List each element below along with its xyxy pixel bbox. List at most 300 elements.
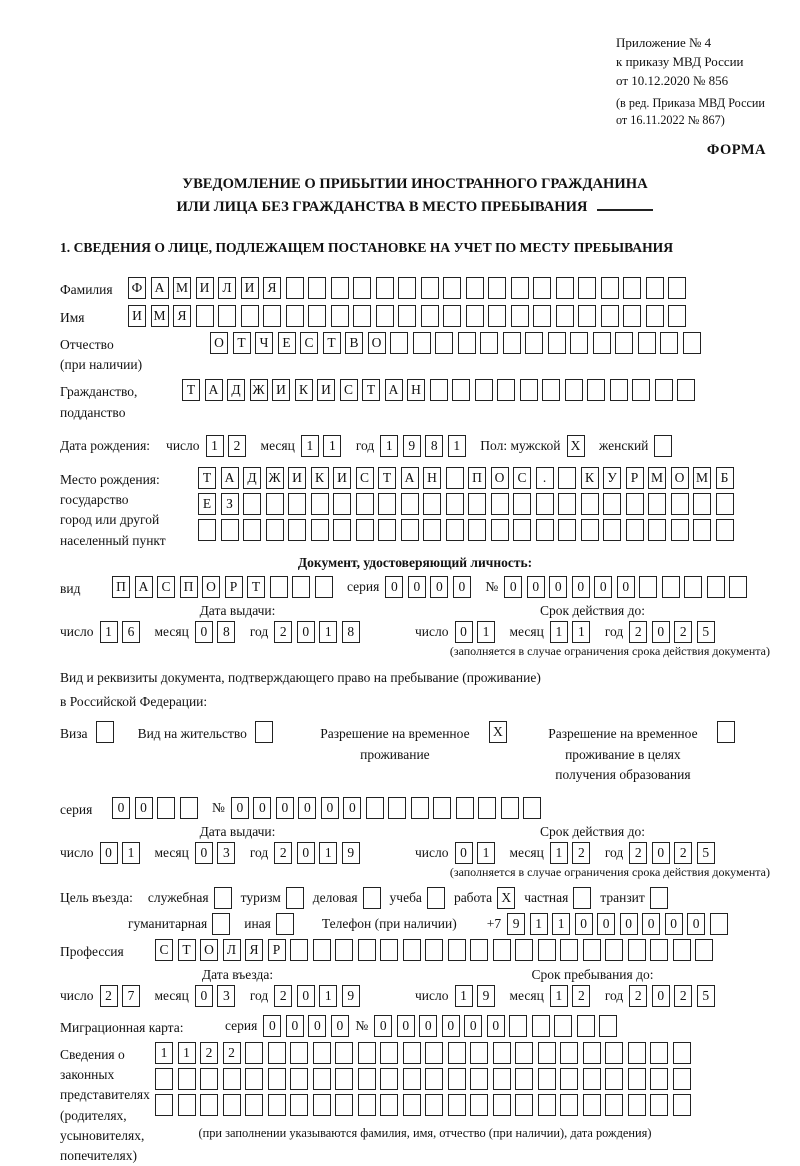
char-box[interactable]	[554, 1015, 572, 1037]
char-box[interactable]: С	[340, 379, 358, 401]
char-box[interactable]: 5	[697, 621, 715, 643]
char-box[interactable]: 1	[319, 621, 337, 643]
char-box[interactable]: 9	[342, 985, 360, 1007]
char-box[interactable]: .	[536, 467, 554, 489]
char-box[interactable]: 1	[550, 985, 568, 1007]
char-box[interactable]: 2	[200, 1042, 218, 1064]
char-box[interactable]	[290, 1042, 308, 1064]
char-box[interactable]	[583, 1094, 601, 1116]
representatives-row3-boxes[interactable]	[155, 1094, 695, 1116]
char-box[interactable]: 0	[343, 797, 361, 819]
char-box[interactable]: 1	[530, 913, 548, 935]
char-box[interactable]	[366, 797, 384, 819]
char-box[interactable]	[605, 939, 623, 961]
char-box[interactable]: И	[272, 379, 290, 401]
char-box[interactable]: 2	[629, 842, 647, 864]
char-box[interactable]	[605, 1068, 623, 1090]
char-box[interactable]: 1	[178, 1042, 196, 1064]
char-box[interactable]	[581, 493, 599, 515]
char-box[interactable]	[196, 305, 214, 327]
char-box[interactable]	[538, 1042, 556, 1064]
char-box[interactable]: 1	[477, 621, 495, 643]
char-box[interactable]	[358, 1042, 376, 1064]
char-box[interactable]	[478, 797, 496, 819]
char-box[interactable]	[523, 797, 541, 819]
char-box[interactable]	[668, 305, 686, 327]
residence-expiry-year-boxes[interactable]	[629, 842, 719, 864]
char-box[interactable]	[707, 576, 725, 598]
char-box[interactable]	[729, 576, 747, 598]
char-box[interactable]: Д	[227, 379, 245, 401]
char-box[interactable]	[286, 305, 304, 327]
char-box[interactable]: 0	[594, 576, 612, 598]
char-box[interactable]: В	[345, 332, 363, 354]
char-box[interactable]	[200, 1094, 218, 1116]
char-box[interactable]	[358, 1068, 376, 1090]
char-box[interactable]	[403, 1068, 421, 1090]
char-box[interactable]: С	[300, 332, 318, 354]
char-box[interactable]	[223, 1094, 241, 1116]
char-box[interactable]: Я	[263, 277, 281, 299]
entry-year-boxes[interactable]	[274, 985, 364, 1007]
char-box[interactable]	[533, 277, 551, 299]
char-box[interactable]: 1	[572, 621, 590, 643]
char-box[interactable]	[413, 332, 431, 354]
char-box[interactable]	[683, 332, 701, 354]
entry-month-boxes[interactable]	[195, 985, 240, 1007]
char-box[interactable]	[403, 1042, 421, 1064]
char-box[interactable]	[266, 493, 284, 515]
char-box[interactable]	[660, 332, 678, 354]
char-box[interactable]: Я	[245, 939, 263, 961]
profession-boxes[interactable]	[155, 939, 718, 961]
char-box[interactable]	[380, 1094, 398, 1116]
char-box[interactable]	[458, 332, 476, 354]
char-box[interactable]	[538, 939, 556, 961]
char-box[interactable]	[378, 493, 396, 515]
char-box[interactable]	[491, 519, 509, 541]
char-box[interactable]	[558, 467, 576, 489]
char-box[interactable]	[411, 797, 429, 819]
char-box[interactable]	[548, 332, 566, 354]
char-box[interactable]: 1	[319, 842, 337, 864]
char-box[interactable]	[448, 1042, 466, 1064]
char-box[interactable]	[497, 379, 515, 401]
char-box[interactable]: К	[295, 379, 313, 401]
char-box[interactable]: 9	[477, 985, 495, 1007]
char-box[interactable]: 0	[195, 842, 213, 864]
char-box[interactable]	[650, 1094, 668, 1116]
char-box[interactable]: 1	[550, 621, 568, 643]
char-box[interactable]	[358, 1094, 376, 1116]
char-box[interactable]	[331, 277, 349, 299]
char-box[interactable]: 0	[572, 576, 590, 598]
char-box[interactable]: 0	[331, 1015, 349, 1037]
char-box[interactable]	[200, 1068, 218, 1090]
char-box[interactable]: Т	[323, 332, 341, 354]
char-box[interactable]	[470, 1068, 488, 1090]
char-box[interactable]: 0	[419, 1015, 437, 1037]
char-box[interactable]: Е	[278, 332, 296, 354]
char-box[interactable]: 0	[321, 797, 339, 819]
char-box[interactable]	[578, 305, 596, 327]
char-box[interactable]	[603, 519, 621, 541]
char-box[interactable]: Ж	[266, 467, 284, 489]
char-box[interactable]: 1	[477, 842, 495, 864]
char-box[interactable]	[388, 797, 406, 819]
char-box[interactable]	[677, 379, 695, 401]
purpose-private-checkbox[interactable]	[573, 887, 591, 909]
residence-doc-number-boxes[interactable]	[231, 797, 546, 819]
char-box[interactable]	[648, 519, 666, 541]
purpose-business-trip-checkbox[interactable]	[214, 887, 232, 909]
citizenship-boxes[interactable]	[182, 379, 700, 401]
char-box[interactable]	[403, 939, 421, 961]
char-box[interactable]: 0	[297, 985, 315, 1007]
char-box[interactable]	[716, 519, 734, 541]
char-box[interactable]: 7	[122, 985, 140, 1007]
purpose-tourism-checkbox[interactable]	[286, 887, 304, 909]
char-box[interactable]	[335, 939, 353, 961]
char-box[interactable]: 3	[217, 842, 235, 864]
char-box[interactable]: Я	[173, 305, 191, 327]
char-box[interactable]: А	[221, 467, 239, 489]
stay-month-boxes[interactable]	[550, 985, 595, 1007]
char-box[interactable]	[308, 277, 326, 299]
char-box[interactable]	[313, 1068, 331, 1090]
char-box[interactable]	[693, 493, 711, 515]
char-box[interactable]: 1	[155, 1042, 173, 1064]
char-box[interactable]: И	[128, 305, 146, 327]
char-box[interactable]: Ж	[250, 379, 268, 401]
char-box[interactable]	[433, 797, 451, 819]
char-box[interactable]: 8	[217, 621, 235, 643]
char-box[interactable]	[491, 493, 509, 515]
residence-issue-month-boxes[interactable]	[195, 842, 240, 864]
identity-doc-type-boxes[interactable]	[112, 576, 337, 598]
char-box[interactable]: 0	[374, 1015, 392, 1037]
char-box[interactable]: 0	[549, 576, 567, 598]
char-box[interactable]	[650, 939, 668, 961]
char-box[interactable]	[470, 1042, 488, 1064]
char-box[interactable]: Д	[243, 467, 261, 489]
char-box[interactable]	[290, 1068, 308, 1090]
char-box[interactable]	[615, 332, 633, 354]
char-box[interactable]	[538, 1068, 556, 1090]
char-box[interactable]: 1	[100, 621, 118, 643]
char-box[interactable]: 9	[403, 435, 421, 457]
char-box[interactable]	[583, 1068, 601, 1090]
char-box[interactable]	[671, 493, 689, 515]
char-box[interactable]: 0	[430, 576, 448, 598]
migration-number-boxes[interactable]	[374, 1015, 622, 1037]
char-box[interactable]: 0	[276, 797, 294, 819]
temp-residence-checkbox[interactable]: X	[489, 721, 507, 743]
char-box[interactable]: 2	[274, 842, 292, 864]
char-box[interactable]	[263, 305, 281, 327]
char-box[interactable]: 0	[135, 797, 153, 819]
char-box[interactable]: 0	[385, 576, 403, 598]
char-box[interactable]: Р	[268, 939, 286, 961]
char-box[interactable]	[245, 1094, 263, 1116]
char-box[interactable]: 9	[342, 842, 360, 864]
char-box[interactable]	[578, 277, 596, 299]
char-box[interactable]: 2	[100, 985, 118, 1007]
char-box[interactable]: Н	[423, 467, 441, 489]
char-box[interactable]: И	[317, 379, 335, 401]
char-box[interactable]	[628, 939, 646, 961]
char-box[interactable]: 0	[687, 913, 705, 935]
char-box[interactable]: 0	[527, 576, 545, 598]
char-box[interactable]	[243, 493, 261, 515]
char-box[interactable]: 2	[629, 985, 647, 1007]
char-box[interactable]	[716, 493, 734, 515]
char-box[interactable]	[668, 277, 686, 299]
char-box[interactable]: А	[151, 277, 169, 299]
birth-place-row2-boxes[interactable]	[198, 493, 738, 515]
purpose-humanitarian-checkbox[interactable]	[212, 913, 230, 935]
char-box[interactable]	[390, 332, 408, 354]
char-box[interactable]: 0	[231, 797, 249, 819]
char-box[interactable]	[448, 1094, 466, 1116]
char-box[interactable]	[466, 305, 484, 327]
char-box[interactable]: Р	[225, 576, 243, 598]
char-box[interactable]	[268, 1068, 286, 1090]
residence-doc-series-boxes[interactable]	[112, 797, 202, 819]
char-box[interactable]	[533, 305, 551, 327]
char-box[interactable]	[470, 939, 488, 961]
char-box[interactable]: 0	[195, 985, 213, 1007]
char-box[interactable]	[488, 277, 506, 299]
char-box[interactable]	[380, 1042, 398, 1064]
char-box[interactable]: Т	[198, 467, 216, 489]
char-box[interactable]	[243, 519, 261, 541]
char-box[interactable]	[650, 1042, 668, 1064]
char-box[interactable]: Ф	[128, 277, 146, 299]
char-box[interactable]	[315, 576, 333, 598]
gender-female-checkbox[interactable]	[654, 435, 672, 457]
char-box[interactable]	[245, 1068, 263, 1090]
char-box[interactable]	[333, 519, 351, 541]
char-box[interactable]: 0	[455, 621, 473, 643]
identity-issue-month-boxes[interactable]	[195, 621, 240, 643]
stay-day-boxes[interactable]	[455, 985, 500, 1007]
char-box[interactable]	[288, 493, 306, 515]
residence-issue-day-boxes[interactable]	[100, 842, 145, 864]
char-box[interactable]	[556, 305, 574, 327]
purpose-study-checkbox[interactable]	[427, 887, 445, 909]
identity-expiry-day-boxes[interactable]	[455, 621, 500, 643]
char-box[interactable]	[626, 519, 644, 541]
char-box[interactable]: О	[368, 332, 386, 354]
char-box[interactable]: 1	[550, 842, 568, 864]
char-box[interactable]	[488, 305, 506, 327]
char-box[interactable]: А	[401, 467, 419, 489]
char-box[interactable]: С	[513, 467, 531, 489]
char-box[interactable]	[525, 332, 543, 354]
char-box[interactable]: О	[200, 939, 218, 961]
char-box[interactable]	[290, 1094, 308, 1116]
char-box[interactable]: 0	[297, 842, 315, 864]
purpose-business-checkbox[interactable]	[363, 887, 381, 909]
char-box[interactable]	[290, 939, 308, 961]
char-box[interactable]	[311, 493, 329, 515]
char-box[interactable]: 1	[380, 435, 398, 457]
char-box[interactable]: 8	[425, 435, 443, 457]
identity-doc-series-boxes[interactable]	[385, 576, 475, 598]
char-box[interactable]	[501, 797, 519, 819]
char-box[interactable]: П	[468, 467, 486, 489]
char-box[interactable]: 0	[617, 576, 635, 598]
char-box[interactable]	[288, 519, 306, 541]
char-box[interactable]: О	[210, 332, 228, 354]
char-box[interactable]	[443, 305, 461, 327]
char-box[interactable]	[286, 277, 304, 299]
visa-checkbox[interactable]	[96, 721, 114, 743]
char-box[interactable]	[556, 277, 574, 299]
char-box[interactable]	[311, 519, 329, 541]
char-box[interactable]	[693, 519, 711, 541]
char-box[interactable]	[605, 1042, 623, 1064]
char-box[interactable]: А	[205, 379, 223, 401]
char-box[interactable]: У	[603, 467, 621, 489]
char-box[interactable]	[157, 797, 175, 819]
stay-year-boxes[interactable]	[629, 985, 719, 1007]
char-box[interactable]	[423, 519, 441, 541]
char-box[interactable]: 1	[552, 913, 570, 935]
char-box[interactable]	[628, 1094, 646, 1116]
char-box[interactable]	[353, 305, 371, 327]
char-box[interactable]: С	[157, 576, 175, 598]
char-box[interactable]	[270, 576, 288, 598]
char-box[interactable]: М	[648, 467, 666, 489]
char-box[interactable]: Т	[362, 379, 380, 401]
char-box[interactable]	[448, 1068, 466, 1090]
char-box[interactable]: А	[135, 576, 153, 598]
char-box[interactable]: 2	[274, 621, 292, 643]
char-box[interactable]: Н	[407, 379, 425, 401]
char-box[interactable]	[673, 1042, 691, 1064]
char-box[interactable]: З	[221, 493, 239, 515]
char-box[interactable]	[380, 939, 398, 961]
char-box[interactable]: 1	[319, 985, 337, 1007]
char-box[interactable]	[623, 277, 641, 299]
char-box[interactable]	[515, 1094, 533, 1116]
char-box[interactable]	[565, 379, 583, 401]
char-box[interactable]	[353, 277, 371, 299]
char-box[interactable]: С	[356, 467, 374, 489]
char-box[interactable]	[503, 332, 521, 354]
birth-year-boxes[interactable]	[380, 435, 470, 457]
char-box[interactable]	[536, 519, 554, 541]
char-box[interactable]	[536, 493, 554, 515]
char-box[interactable]	[380, 1068, 398, 1090]
phone-boxes[interactable]	[507, 913, 732, 935]
char-box[interactable]: 9	[507, 913, 525, 935]
char-box[interactable]	[662, 576, 680, 598]
char-box[interactable]	[560, 1068, 578, 1090]
char-box[interactable]	[601, 305, 619, 327]
char-box[interactable]: О	[671, 467, 689, 489]
char-box[interactable]: 0	[575, 913, 593, 935]
char-box[interactable]: И	[196, 277, 214, 299]
char-box[interactable]	[646, 305, 664, 327]
char-box[interactable]	[511, 277, 529, 299]
char-box[interactable]	[268, 1094, 286, 1116]
char-box[interactable]: 2	[674, 621, 692, 643]
patronymic-boxes[interactable]	[210, 332, 705, 354]
char-box[interactable]	[178, 1068, 196, 1090]
char-box[interactable]	[423, 493, 441, 515]
char-box[interactable]	[266, 519, 284, 541]
char-box[interactable]: 2	[223, 1042, 241, 1064]
char-box[interactable]: Т	[233, 332, 251, 354]
char-box[interactable]	[268, 1042, 286, 1064]
char-box[interactable]	[356, 493, 374, 515]
char-box[interactable]: И	[333, 467, 351, 489]
char-box[interactable]	[435, 332, 453, 354]
char-box[interactable]: М	[173, 277, 191, 299]
char-box[interactable]: 0	[100, 842, 118, 864]
char-box[interactable]: 6	[122, 621, 140, 643]
char-box[interactable]	[446, 493, 464, 515]
char-box[interactable]: 0	[195, 621, 213, 643]
char-box[interactable]: О	[202, 576, 220, 598]
char-box[interactable]	[313, 1094, 331, 1116]
char-box[interactable]: Е	[198, 493, 216, 515]
birth-month-boxes[interactable]	[301, 435, 346, 457]
char-box[interactable]	[378, 519, 396, 541]
residence-permit-checkbox[interactable]	[255, 721, 273, 743]
char-box[interactable]: 0	[453, 576, 471, 598]
char-box[interactable]: 0	[286, 1015, 304, 1037]
char-box[interactable]	[673, 1094, 691, 1116]
char-box[interactable]	[398, 305, 416, 327]
identity-doc-number-boxes[interactable]	[504, 576, 752, 598]
char-box[interactable]: 0	[642, 913, 660, 935]
char-box[interactable]: 1	[206, 435, 224, 457]
name-boxes[interactable]	[128, 305, 691, 327]
char-box[interactable]	[558, 519, 576, 541]
char-box[interactable]	[515, 939, 533, 961]
char-box[interactable]	[221, 519, 239, 541]
char-box[interactable]	[632, 379, 650, 401]
representatives-row2-boxes[interactable]	[155, 1068, 695, 1090]
char-box[interactable]	[292, 576, 310, 598]
char-box[interactable]	[313, 1042, 331, 1064]
temp-residence-education-checkbox[interactable]	[717, 721, 735, 743]
char-box[interactable]	[223, 1068, 241, 1090]
char-box[interactable]: Т	[182, 379, 200, 401]
char-box[interactable]: 2	[674, 842, 692, 864]
char-box[interactable]	[456, 797, 474, 819]
char-box[interactable]: 0	[652, 621, 670, 643]
char-box[interactable]: Р	[626, 467, 644, 489]
char-box[interactable]: К	[311, 467, 329, 489]
identity-issue-day-boxes[interactable]	[100, 621, 145, 643]
char-box[interactable]: К	[581, 467, 599, 489]
purpose-work-checkbox[interactable]: X	[497, 887, 515, 909]
char-box[interactable]	[335, 1042, 353, 1064]
char-box[interactable]: 0	[665, 913, 683, 935]
char-box[interactable]	[358, 939, 376, 961]
char-box[interactable]: П	[180, 576, 198, 598]
char-box[interactable]: 8	[342, 621, 360, 643]
char-box[interactable]	[558, 493, 576, 515]
char-box[interactable]: Т	[247, 576, 265, 598]
char-box[interactable]: 5	[697, 842, 715, 864]
char-box[interactable]	[313, 939, 331, 961]
